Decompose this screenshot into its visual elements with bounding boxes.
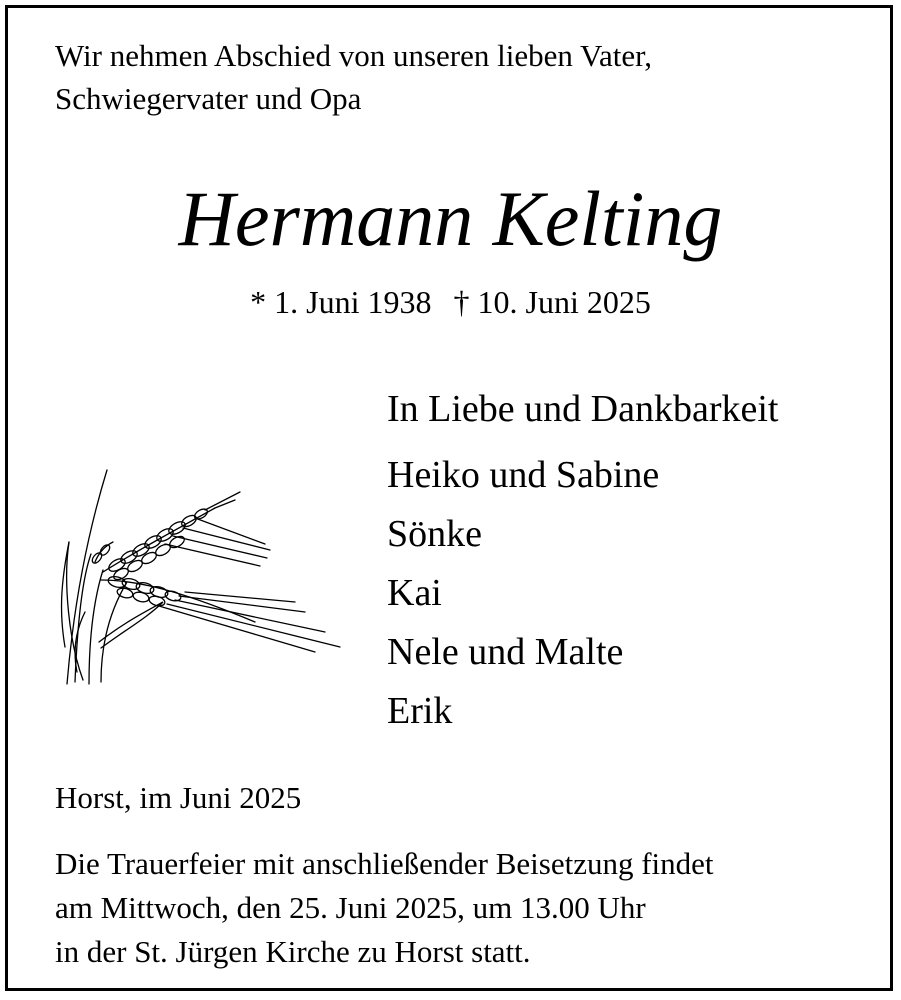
intro-line-2: Schwiegervater und Opa (55, 81, 362, 116)
life-dates (0, 286, 901, 318)
survivor-item: Sönke (387, 513, 482, 555)
survivor-item: Kai (387, 572, 442, 614)
survivor-item: Heiko und Sabine (387, 454, 660, 496)
wheat-ears-icon (55, 462, 350, 687)
deceased-name: Hermann Kelting (178, 175, 723, 262)
birth-date: * 1. Juni 1938 (250, 284, 432, 320)
service-info (55, 842, 875, 974)
survivor-item: Nele und Malte (387, 631, 624, 673)
survivors-list (387, 453, 659, 748)
intro-text (55, 34, 855, 120)
death-date: † 10. Juni 2025 (453, 284, 651, 320)
survivor-item: Erik (387, 690, 453, 732)
place-date: Horst, im Juni 2025 (55, 780, 302, 815)
dedication: In Liebe und Dankbarkeit (387, 388, 779, 430)
service-line-3: in der St. Jürgen Kirche zu Horst statt. (55, 934, 531, 969)
service-line-2: am Mittwoch, den 25. Juni 2025, um 13.00 Uhr (55, 890, 646, 925)
intro-line-1: Wir nehmen Abschied von unseren lieben Vater, (55, 38, 652, 73)
service-line-1: Die Trauerfeier mit anschließender Beisetzung findet (55, 846, 714, 881)
